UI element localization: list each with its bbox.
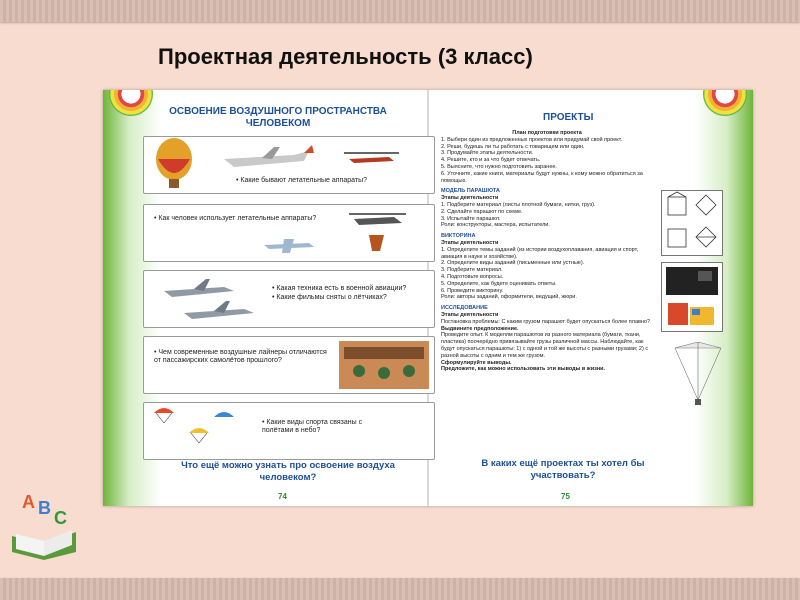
- research-hypothesis: Выдвините предположение.: [441, 325, 519, 332]
- quiz-item: 5. Определите, как будете оценивать ответы.: [441, 280, 557, 287]
- projects-text: [441, 130, 653, 373]
- cabin-illustration: [144, 337, 434, 393]
- quiz-item: 2. Определите виды заданий (письменные или устные).: [441, 260, 585, 267]
- right-page: [433, 90, 733, 506]
- question-text: • Какие виды спорта связаны с полётами в небо?: [262, 419, 363, 434]
- parachute-model-image: [673, 342, 723, 406]
- plan-item: 3. Продумайте этапы деятельности.: [441, 150, 534, 157]
- parachute-icon: [189, 428, 209, 433]
- quiz-item: 6. Проведите викторину.: [441, 287, 504, 294]
- plan-title: План подготовки проекта: [512, 130, 582, 136]
- left-page: [123, 90, 423, 506]
- quiz-equipment-image: [661, 262, 723, 332]
- page-number-right: 75: [561, 492, 570, 501]
- aircraft-use-illustrations: [144, 205, 434, 261]
- plan-item: 4. Решите, кто и за что будет отвечать.: [441, 157, 541, 164]
- parachute-icon: [214, 412, 234, 417]
- plan-item: 6. Уточните, какие книги, материалы будут нужны, к кому можно обратиться за помощью.: [441, 170, 643, 184]
- quiz-roles: Роли: авторы заданий, оформители, ведущий, жюри.: [441, 294, 577, 301]
- letter-a: A: [22, 492, 35, 512]
- quiz-item: 3. Подберите материал.: [441, 267, 503, 274]
- section-title-quiz: ВИКТОРИНА: [441, 233, 476, 240]
- airliner-icon: [224, 151, 309, 167]
- question-text: • Какие фильмы сняты о лётчиках?: [272, 294, 387, 301]
- helicopter-icon: [349, 157, 394, 163]
- question-text: • Чем современные воздушные лайнеры отличаются от пассажирских самолётов прошлого?: [154, 349, 327, 364]
- quiz-item: 1. Определите темы заданий (из истории воздухоплавания, авиация и спорт, авиация в науке и хозяйстве).: [441, 246, 639, 260]
- page-number-left: 74: [278, 492, 287, 501]
- question-card-aircraft-types: [143, 136, 435, 194]
- parachute-scheme-image: [661, 190, 723, 256]
- left-page-title: ОСВОЕНИЕ ВОЗДУШНОГО ПРОСТРАНСТВА ЧЕЛОВЕКОМ: [169, 106, 387, 129]
- letter-c: C: [54, 508, 67, 528]
- slide-title: Проектная деятельность (3 класс): [158, 44, 533, 69]
- plan-item: 2. Реши, будешь ли ты работать с товарищем или один.: [441, 143, 585, 150]
- model-item: 3. Испытайте парашют.: [441, 215, 501, 222]
- section-title-model: МОДЕЛЬ ПАРАШЮТА: [441, 188, 500, 195]
- model-item: 1. Подберите материал (листы плотной бумаги, нитки, груз).: [441, 201, 596, 208]
- quiz-item: 4. Подготовьте вопросы.: [441, 273, 504, 280]
- section-title-research: ИССЛЕДОВАНИЕ: [441, 305, 488, 312]
- textbook-spread: [103, 90, 753, 506]
- question-text: • Какая техника есть в военной авиации?: [272, 285, 407, 292]
- question-card-aircraft-use: [143, 204, 435, 262]
- parachute-icon: [154, 408, 174, 413]
- abc-book-icon: [8, 488, 80, 563]
- right-page-title: ПРОЕКТЫ: [543, 112, 594, 123]
- right-bottom-question: В каких ещё проектах ты хотел бы участвовать?: [481, 458, 645, 481]
- helicopter-icon: [354, 217, 402, 225]
- question-card-airliners: [143, 336, 435, 394]
- left-bottom-question: Что ещё можно узнать про освоение воздуха человеком?: [181, 460, 395, 483]
- research-experiment: Проведите опыт. К моделям парашютов из разного материала (бумаги, ткани, пластика) поочерёдно привязывайте грузы различной массы. Наблюдайте, как будут опускаться парашюты: 1) с одной и той же высоты с разными грузами; 2) с разной высоты с одним и тем же грузом.: [441, 332, 649, 359]
- question-text: • Как человек использует летательные аппараты?: [154, 215, 317, 222]
- slide-frame-bottom: [0, 578, 800, 600]
- research-conclusions: Сформулируйте выводы.: [441, 359, 512, 366]
- model-item: 2. Сделайте парашют по схеме.: [441, 208, 523, 215]
- research-problem: Постановка проблемы: С каким грузом парашют будет опускаться более плавно?: [441, 318, 651, 325]
- plan-item: 5. Выясните, что нужно подготовить заранее.: [441, 163, 557, 170]
- stages-label: Этапы деятельности: [441, 195, 499, 202]
- plan-item: 1. Выбери один из предложенных проектов или придумай свой проект.: [441, 136, 623, 143]
- question-text: • Какие бывают летательные аппараты?: [236, 177, 367, 184]
- slide-frame-top: [0, 0, 800, 22]
- question-card-sports: [143, 402, 435, 460]
- question-card-military: [143, 270, 435, 328]
- stages-label: Этапы деятельности: [441, 239, 499, 246]
- letter-b: B: [38, 498, 51, 518]
- research-usage: Предложите, как можно использовать эти выводы в жизни.: [441, 366, 606, 373]
- model-roles: Роли: конструкторы, мастера, испытатели.: [441, 222, 550, 229]
- stages-label: Этапы деятельности: [441, 311, 499, 318]
